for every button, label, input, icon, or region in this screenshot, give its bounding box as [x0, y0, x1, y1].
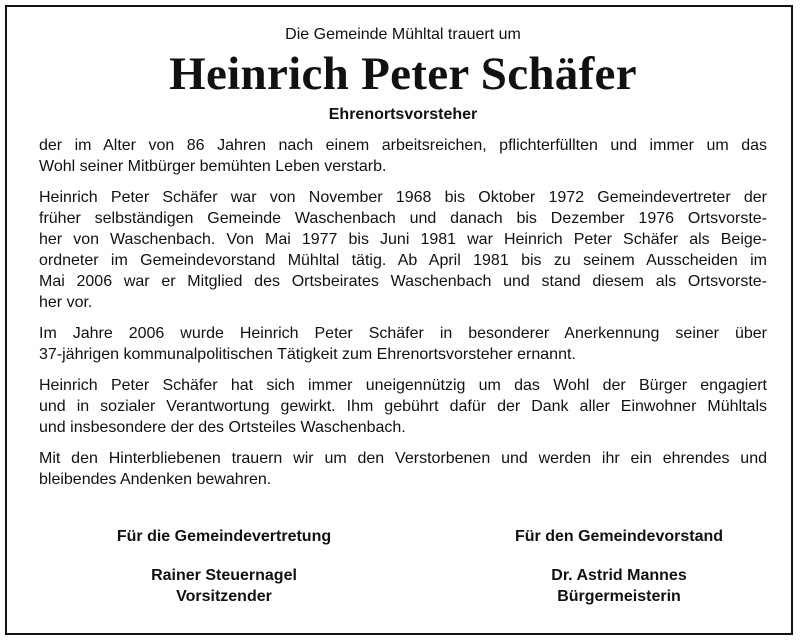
paragraph-line: Mit den Hinterbliebenen trauern wir um den Verstorbenen und werden ihr ein ehrendes und	[39, 450, 767, 467]
paragraph-line: Wohl seiner Mitbürger bemühten Leben verstarb.	[39, 158, 387, 175]
paragraph-line: früher selbständigen Gemeinde Waschenbach und danach bis Dezember 1976 Ortsvorste-	[39, 210, 767, 227]
deceased-name: Heinrich Peter Schäfer	[169, 48, 637, 100]
signature-left	[74, 527, 374, 607]
paragraph-line: ordneter im Gemeindevorstand Mühltal tätig. Ab April 1981 bis zu seinem Ausscheiden im	[39, 252, 767, 269]
paragraph-line: Im Jahre 2006 wurde Heinrich Peter Schäfer in besonderer Anerkennung seiner über	[39, 325, 767, 342]
intro-line: Die Gemeinde Mühltal trauert um	[285, 26, 521, 43]
signatory-name: Dr. Astrid Mannes	[551, 567, 687, 584]
signatory-role: Vorsitzender	[176, 588, 272, 605]
paragraph-line: und insbesondere der des Ortsteiles Waschenbach.	[39, 419, 406, 436]
signature-right	[469, 527, 769, 607]
signatory-role: Bürgermeisterin	[557, 588, 681, 605]
paragraph-line: Heinrich Peter Schäfer war von November 1968 bis Oktober 1972 Gemeindevertreter der	[39, 189, 767, 206]
signature-heading: Für die Gemeindevertretung	[116, 528, 332, 545]
paragraph-4	[39, 375, 767, 438]
paragraph-2	[39, 187, 767, 313]
paragraph-5	[39, 448, 767, 490]
notice-body	[39, 25, 767, 500]
honorary-title: Ehrenortsvorsteher	[328, 106, 478, 123]
paragraph-line: bleibendes Andenken bewahren.	[39, 471, 272, 488]
paragraph-1	[39, 135, 767, 177]
paragraph-line: Mai 2006 war er Mitglied des Ortsbeirates Waschenbach und stand diesem als Ortsvorste-	[39, 273, 767, 290]
paragraph-line: 37-jährigen kommunalpolitischen Tätigkeit zum Ehrenortsvorsteher ernannt.	[39, 346, 576, 363]
obituary-notice	[5, 5, 793, 635]
signatory-name: Rainer Steuernagel	[151, 567, 297, 584]
signature-heading: Für den Gemeindevorstand	[514, 528, 724, 545]
paragraph-line: her vor.	[39, 294, 93, 311]
paragraph-line: der im Alter von 86 Jahren nach einem arbeitsreichen, pflichterfüllten und immer um das	[39, 137, 767, 154]
paragraph-3	[39, 323, 767, 365]
paragraph-line: und in sozialer Verantwortung gewirkt. Ihm gebührt dafür der Dank aller Einwohner Mühltals	[39, 398, 767, 415]
paragraph-line: Heinrich Peter Schäfer hat sich immer uneigennützig um das Wohl der Bürger engagiert	[39, 377, 767, 394]
paragraph-line: her von Waschenbach. Von Mai 1977 bis Juni 1981 war Heinrich Peter Schäfer als Beige-	[39, 231, 767, 248]
